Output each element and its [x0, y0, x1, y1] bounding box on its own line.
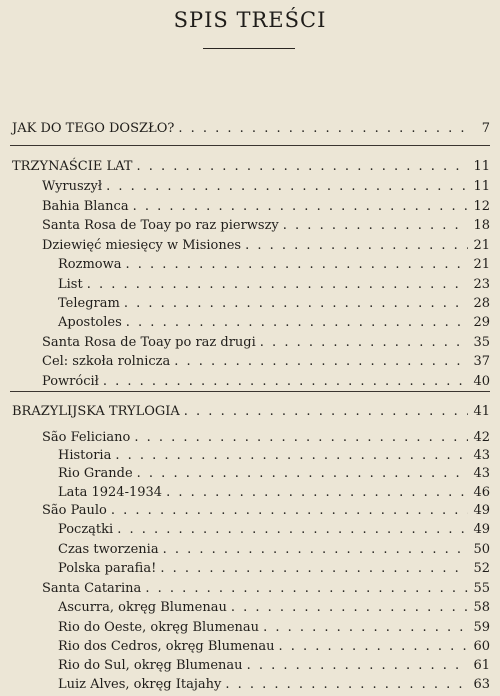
- toc-entry[interactable]: [58, 598, 490, 618]
- dot-leader: [134, 428, 468, 448]
- toc-page-number: 11: [473, 179, 490, 194]
- toc-entry-label: Santa Rosa de Toay po raz pierwszy: [42, 218, 279, 233]
- toc-entry[interactable]: [58, 618, 490, 638]
- dot-leader: [145, 579, 468, 599]
- toc-page-number: 40: [473, 374, 490, 389]
- toc-entry[interactable]: [58, 255, 490, 275]
- toc-entry-label: Santa Catarina: [42, 581, 142, 596]
- page-title: SPIS TREŚCI: [173, 8, 327, 32]
- dot-leader: [278, 637, 468, 657]
- toc-entry[interactable]: [58, 294, 490, 314]
- toc-entry[interactable]: [42, 333, 490, 353]
- toc-entry[interactable]: [58, 275, 490, 295]
- toc-page-number: 52: [473, 561, 490, 576]
- dot-leader: [174, 352, 468, 372]
- toc-entry[interactable]: [42, 197, 490, 217]
- toc-entry-label: Początki: [58, 522, 114, 537]
- dot-leader: [245, 236, 468, 256]
- toc-entry-label: São Feliciano: [42, 430, 131, 445]
- dot-leader: [263, 618, 468, 638]
- toc-entry-label: Rio Grande: [58, 466, 133, 481]
- title-rule: [203, 48, 295, 49]
- toc-entry[interactable]: [58, 656, 490, 676]
- toc-entry-label: Rio do Sul, okręg Blumenau: [58, 658, 243, 673]
- toc-page-number: 12: [473, 199, 490, 214]
- toc-entry-label: Czas tworzenia: [58, 542, 159, 557]
- toc-entry-label: Polska parafia!: [58, 561, 157, 576]
- dot-leader: [136, 157, 468, 177]
- toc-entry-label: Lata 1924-1934: [58, 485, 163, 500]
- dot-leader: [247, 656, 468, 676]
- toc-entry-label: Rio do Oeste, okręg Blumenau: [58, 620, 260, 635]
- toc-entry-label: Cel: szkoła rolnicza: [42, 354, 171, 369]
- toc-page-number: 37: [473, 354, 490, 369]
- toc-entry-label: Santa Rosa de Toay po raz drugi: [42, 335, 256, 350]
- toc-page-number: 21: [473, 257, 490, 272]
- toc-entry[interactable]: [58, 313, 490, 333]
- toc-entry[interactable]: [42, 177, 490, 197]
- toc-page-number: 43: [473, 448, 490, 463]
- dot-leader: [137, 464, 468, 484]
- toc-page-number: 60: [473, 639, 490, 654]
- toc-entry-label: Telegram: [58, 296, 120, 311]
- toc-page-number: 35: [473, 335, 490, 350]
- toc-entry[interactable]: [42, 216, 490, 236]
- toc-entry-label: Powrócił: [42, 374, 99, 389]
- toc-page-number: 49: [473, 503, 490, 518]
- toc-entry[interactable]: [58, 464, 490, 484]
- dot-leader: [106, 177, 468, 197]
- toc-entry[interactable]: [42, 236, 490, 256]
- dot-leader: [124, 294, 468, 314]
- toc-entry-label: TRZYNAŚCIE LAT: [12, 159, 133, 174]
- toc-entry[interactable]: [58, 483, 490, 503]
- toc-entry[interactable]: [58, 637, 490, 657]
- toc-page-number: 29: [473, 315, 490, 330]
- dot-leader: [126, 255, 469, 275]
- toc-page-number: 49: [473, 522, 490, 537]
- toc-page-number: 41: [473, 404, 490, 419]
- toc-page-number: 58: [473, 600, 490, 615]
- toc-section-entry[interactable]: [12, 402, 490, 422]
- toc-entry-label: List: [58, 277, 83, 292]
- toc-entry-label: Ascurra, okręg Blumenau: [58, 600, 227, 615]
- toc-entry-label: São Paulo: [42, 503, 107, 518]
- toc-entry[interactable]: [58, 559, 490, 579]
- toc-entry[interactable]: [58, 675, 490, 695]
- toc-page-number: 55: [473, 581, 490, 596]
- toc-page-number: 23: [473, 277, 490, 292]
- toc-entry[interactable]: [58, 520, 490, 540]
- toc-page-number: 50: [473, 542, 490, 557]
- dot-leader: [178, 119, 468, 139]
- toc-page-number: 61: [473, 658, 490, 673]
- toc-page-number: 46: [473, 485, 490, 500]
- toc-entry-label: Bahia Blanca: [42, 199, 129, 214]
- dot-leader: [283, 216, 468, 236]
- toc-page-number: 21: [473, 238, 490, 253]
- dot-leader: [87, 275, 468, 295]
- toc-entry[interactable]: [58, 446, 490, 466]
- dot-leader: [115, 446, 468, 466]
- dot-leader: [103, 372, 468, 392]
- toc-page-number: 7: [481, 121, 490, 136]
- toc-entry-label: Rozmowa: [58, 257, 122, 272]
- dot-leader: [184, 402, 468, 422]
- toc-entry[interactable]: [58, 540, 490, 560]
- toc-page-number: 42: [473, 430, 490, 445]
- toc-entry-label: Dziewięć miesięcy w Misiones: [42, 238, 242, 253]
- dot-leader: [117, 520, 468, 540]
- section-divider: [10, 145, 490, 146]
- toc-entry[interactable]: [42, 428, 490, 448]
- toc-section-entry[interactable]: [12, 157, 490, 177]
- dot-leader: [163, 540, 468, 560]
- dot-leader: [133, 197, 468, 217]
- toc-section-entry[interactable]: [12, 119, 490, 139]
- dot-leader: [160, 559, 468, 579]
- toc-entry-label: Historia: [58, 448, 112, 463]
- dot-leader: [166, 483, 468, 503]
- toc-entry[interactable]: [42, 372, 490, 392]
- dot-leader: [260, 333, 468, 353]
- toc-entry-label: JAK DO TEGO DOSZŁO?: [12, 121, 175, 136]
- toc-entry-label: Wyruszył: [42, 179, 103, 194]
- toc-page-number: 63: [473, 677, 490, 692]
- toc-entry[interactable]: [42, 352, 490, 372]
- toc-page-number: 11: [473, 159, 490, 174]
- dot-leader: [231, 598, 468, 618]
- toc-entry-label: Apostoles: [58, 315, 122, 330]
- toc-entry[interactable]: [42, 501, 490, 521]
- toc-entry-label: Rio dos Cedros, okręg Blumenau: [58, 639, 275, 654]
- dot-leader: [111, 501, 468, 521]
- toc-page-number: 28: [473, 296, 490, 311]
- dot-leader: [225, 675, 468, 695]
- toc-entry-label: BRAZYLIJSKA TRYLOGIA: [12, 404, 180, 419]
- toc-page-number: 18: [473, 218, 490, 233]
- toc-entry-label: Luiz Alves, okręg Itajahy: [58, 677, 222, 692]
- toc-page-number: 43: [473, 466, 490, 481]
- dot-leader: [126, 313, 468, 333]
- toc-entry[interactable]: [42, 579, 490, 599]
- toc-page-number: 59: [473, 620, 490, 635]
